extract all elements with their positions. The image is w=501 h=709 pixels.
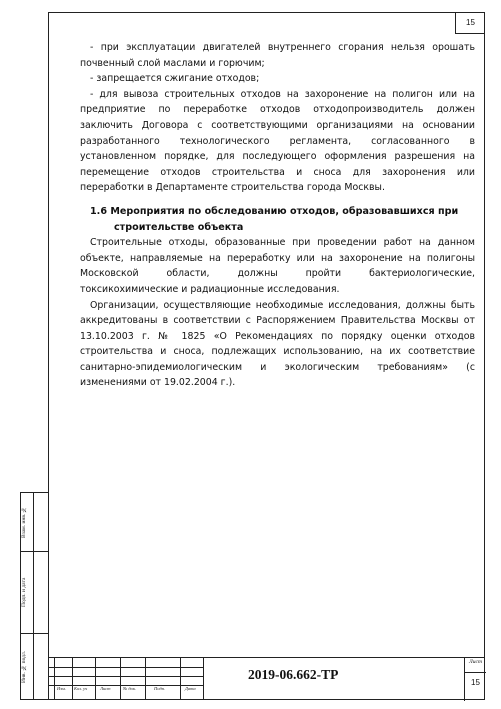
paragraph: - запрещается сжигание отходов; — [90, 73, 260, 85]
header-qty: Кол. уч — [74, 686, 88, 691]
header-change: Изм. — [57, 686, 66, 691]
title-block-col — [145, 658, 146, 700]
strip-divider — [33, 493, 34, 699]
title-block-col — [180, 658, 181, 700]
header-sign: Подп. — [154, 686, 166, 691]
paragraph: Строительные отходы, образованные при проведении работ на данном объекте, направляемые на переработку или на захоронение на полигоны Московской области, должны пройти бактериологические, токсикохимические и радиационные исследования. — [80, 237, 475, 295]
sheet-box — [464, 658, 485, 701]
strip-separator — [21, 633, 49, 634]
page-number-top: 15 — [455, 12, 485, 34]
header-date: Дата — [185, 686, 196, 691]
header-doc-no: № док. — [123, 686, 137, 691]
label-replaced-inv: Взам. инв. № — [21, 506, 27, 538]
title-block-col — [203, 658, 204, 700]
sheet-number: 15 — [471, 678, 480, 687]
title-block-col — [95, 658, 96, 700]
section-heading — [80, 204, 475, 235]
title-block-col — [54, 658, 55, 700]
sheet-divider — [465, 672, 486, 673]
paragraph: - для вывоза строительных отходов на захоронение на полигон или на предприятие по переработке отходов отходопроизводитель должен заключить Договора с соответствующими организациями на основании разработанного технологического регламента, согласованного в установленном порядке, для последующего оформления разрешения на перемещение отходов строительства и сноса для захоронения или переработки в Департаменте строительства города Москвы. — [80, 88, 475, 194]
strip-separator — [21, 551, 49, 552]
title-block-col — [72, 658, 73, 700]
header-sheet: Лист — [100, 686, 111, 691]
label-inv-orig: Инв. № подл. — [21, 650, 27, 684]
section-heading-line2: строительстве объекта — [114, 221, 244, 233]
document-code: 2019-06.662-ТР — [248, 667, 339, 682]
title-block — [48, 657, 485, 700]
left-margin-strip — [20, 492, 48, 700]
sheet-label: Лист — [469, 659, 482, 665]
document-body — [80, 40, 475, 391]
paragraph: - при эксплуатации двигателей внутреннего сгорания нельзя орошать почвенный слой маслами и горючим; — [80, 42, 475, 69]
section-heading-line1: 1.6 Мероприятия по обследованию отходов, образовавшихся при — [90, 205, 459, 217]
paragraph: Организации, осуществляющие необходимые исследования, должны быть аккредитованы в соответствии с Распоряжением Правительства Москвы от 13.10.2003 г. № 1825 «О Рекомендациях по порядку оценки отходов строительства и сноса, подлежащих использованию, на их соответствие санитарно-эпидемиологическим и экологическим требованиям» (с изменениями от 19.02.2004 г.). — [80, 299, 475, 389]
title-block-col — [120, 658, 121, 700]
label-sign-date: Подп. и дата — [21, 577, 27, 607]
